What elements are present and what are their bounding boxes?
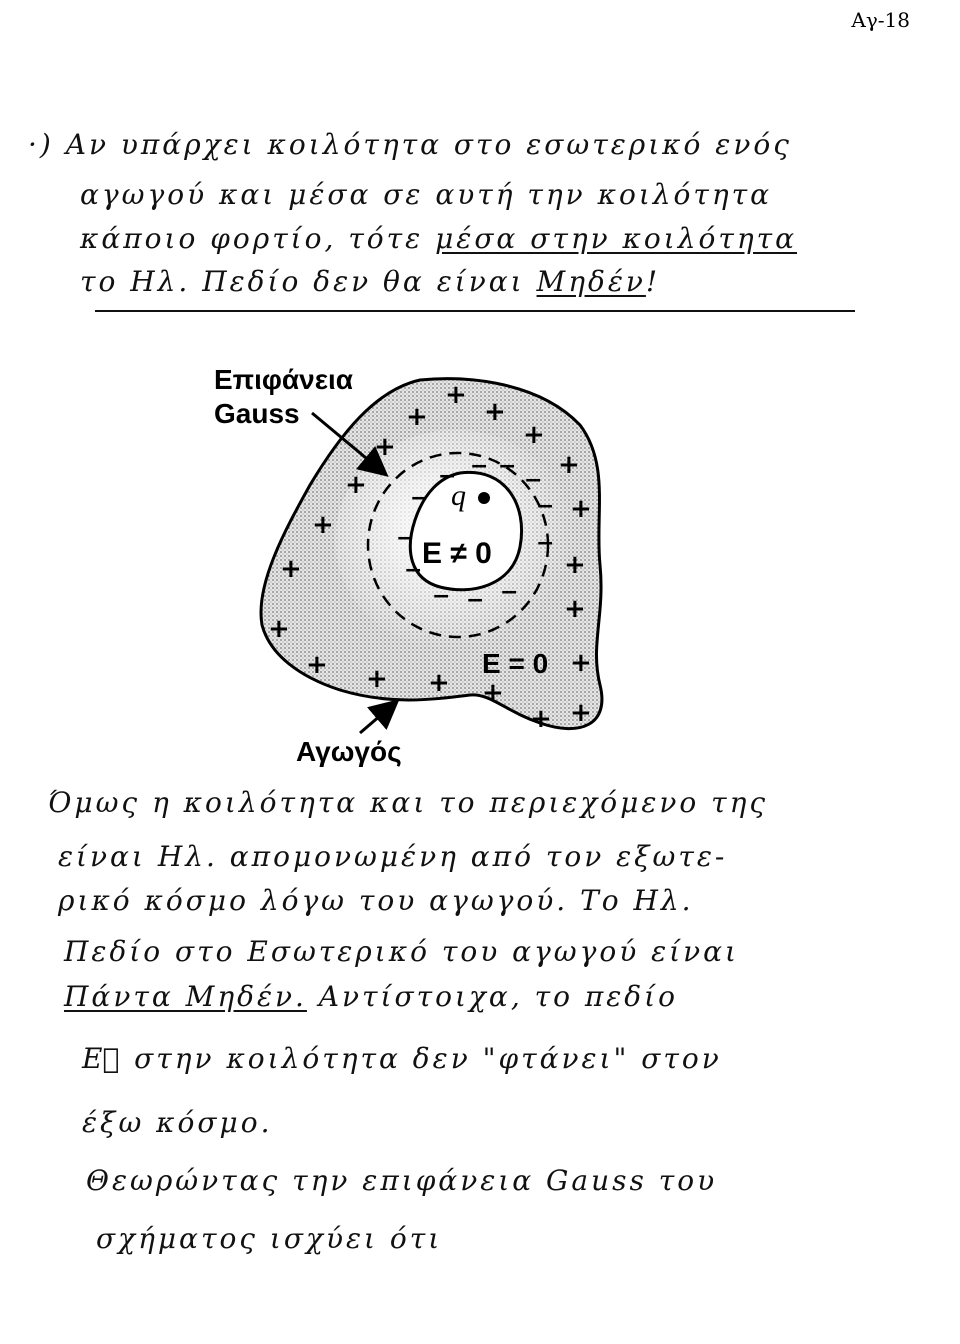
plus-charge: + [564,550,586,580]
field-conductor-label: E = 0 [482,648,549,679]
plus-charge: + [312,510,334,540]
plus-charge: + [564,594,586,624]
gauss-label-line1: Επιφάνεια [214,364,353,395]
para2-line1: Όμως η κοιλότητα και το περιεχόμενο της [48,786,769,819]
page-number: Αγ-18 [851,8,910,32]
para2-line5 [64,980,678,1013]
para1-line4 [80,265,660,298]
underline-rule [95,310,855,312]
minus-charge: − [438,464,457,489]
minus-charge: − [466,588,485,613]
charge-label: q [451,479,466,512]
para1-line3 [80,222,797,255]
para2-line6: E⃗ στην κοιλότητα δεν "φτάνει" στον [82,1042,722,1075]
plus-charge: + [570,698,592,728]
gauss-label-line2: Gauss [214,398,300,429]
gauss-cavity-diagram [0,355,960,775]
plus-charge: + [428,668,450,698]
minus-charge: − [498,454,517,479]
minus-charge: − [396,526,415,551]
plus-charge: + [406,402,428,432]
para2-line4: Πεδίο στο Εσωτερικό του αγωγού είναι [64,935,740,968]
minus-charge: − [500,580,519,605]
conductor-label: Αγωγός [296,736,402,767]
conductor-arrow [360,703,395,733]
minus-charge: − [432,584,451,609]
minus-charge: − [404,558,423,583]
para1-line4-text: το Ηλ. Πεδίο δεν θα είναι [80,265,537,298]
para2-line5-text: Αντίστοιχα, το πεδίο [306,980,679,1013]
minus-charge: − [536,494,555,519]
minus-charge: − [536,531,555,556]
minus-charge: − [470,454,489,479]
para3-line2: σχήματος ισχύει ότι [96,1222,443,1255]
minus-charge: − [410,486,429,511]
plus-charge: + [484,397,506,427]
para2-line2: είναι Ηλ. απομονωμένη από τον εξωτε- [58,840,728,873]
plus-charge: + [345,470,367,500]
para1-line1: ·) Αν υπάρχει κοιλότητα στο εσωτερικό ενός [28,128,792,161]
charge-dot [478,492,490,504]
para2-line7: έξω κόσμο. [82,1106,273,1139]
plus-charge: + [570,648,592,678]
para3-line1: Θεωρώντας την επιφάνεια Gauss του [86,1164,718,1197]
para2-line3: ρικό κόσμο λόγω του αγωγού. Το Ηλ. [58,884,694,917]
para1-line3-underlined: μέσα στην κοιλότητα [435,222,798,255]
para2-line5-underlined: Πάντα Μηδέν. [64,980,307,1013]
para1-line3-text: κάποιο φορτίο, τότε [80,222,436,255]
plus-charge: + [530,704,552,734]
plus-charge: + [482,678,504,708]
plus-charge: + [374,432,396,462]
plus-charge: + [570,494,592,524]
plus-charge: + [558,450,580,480]
plus-charge: + [366,664,388,694]
minus-charge: − [524,468,543,493]
plus-charge: + [445,380,467,410]
plus-charge: + [268,614,290,644]
plus-charge: + [280,554,302,584]
para1-line4-underlined: Μηδέν [536,265,646,298]
plus-charge: + [523,420,545,450]
para1-line2: αγωγού και μέσα σε αυτή την κοιλότητα [80,178,773,211]
plus-charge: + [306,650,328,680]
field-inside-label: E ≠ 0 [422,537,492,570]
para1-line4-exclaim: ! [645,265,661,298]
